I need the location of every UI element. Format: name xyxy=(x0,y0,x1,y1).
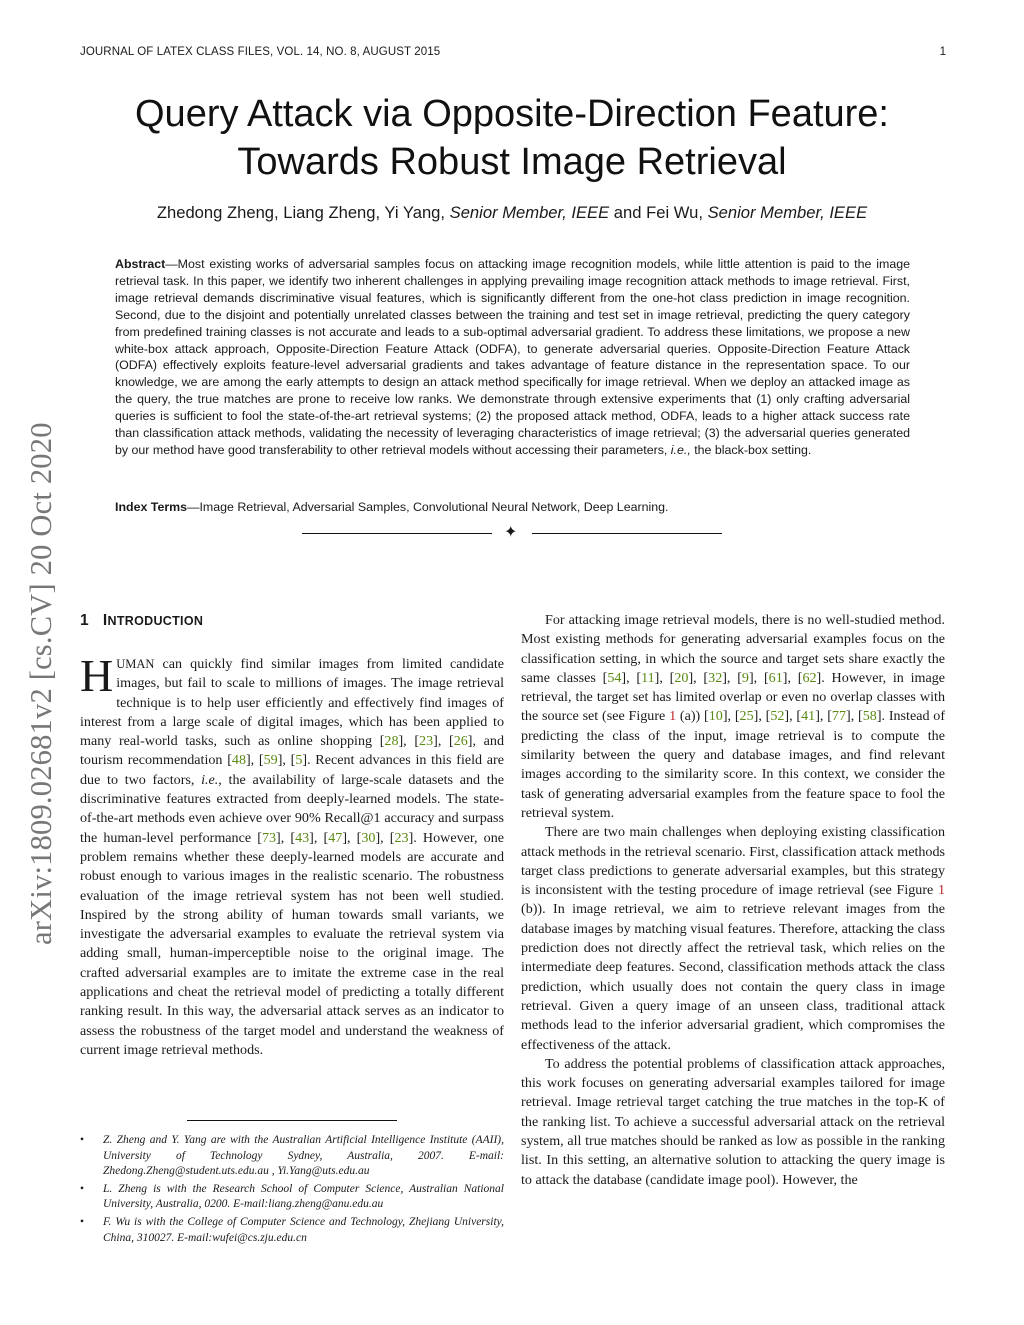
footnote-2 xyxy=(80,1182,504,1213)
text-run: For attacking image retrieval models, there is no well-studied method. Most existing methods for generating adversarial examples focus on the classification setting, in which the source and target sets share exactly the same classes [ xyxy=(521,612,945,686)
text-run: ], [ xyxy=(277,752,296,769)
text-run: ], [ xyxy=(342,829,362,846)
text-run: ], [ xyxy=(398,733,420,750)
text-run: ], [ xyxy=(753,708,771,725)
dropcap: H xyxy=(80,650,114,701)
authors-role-1: Senior Member, IEEE xyxy=(449,203,610,222)
citation-link[interactable]: 47 xyxy=(328,829,343,846)
text-run: ], [ xyxy=(815,708,832,725)
text-run: ]. However, one problem remains whether these deeply-learned models are accurate and robust enough to various images in the realistic scenario. The robustness evaluation of the image retrieval system has not been well studied. Inspired by the strong ability of human towards small variants, we investigate the adversarial examples to evaluate the retrieval system via adding small, human-imperceptible noise to the original image. The crafted adversarial examples are to imitate the extreme case in the real applications and cheat the retrieval model of predicting a totally different ranking result. In this way, the adversarial attack serves as an indicator to assess the robustness of the target model and understand the weakness of current image retrieval methods. xyxy=(80,829,505,1058)
section-heading xyxy=(80,612,203,630)
authors-role-2: Senior Member, IEEE xyxy=(707,203,868,222)
title-line-2: Towards Robust Image Retrieval xyxy=(237,141,787,183)
citation-link[interactable]: 62 xyxy=(802,669,817,686)
section-title-initial: I xyxy=(102,612,108,629)
citation-link[interactable]: 77 xyxy=(831,708,847,725)
abstract-text: —Most existing works of adversarial samples focus on attacking image recognition models, while little attention is paid to the image retrieval task. In this paper, we identify two inherent challenges in applying prevailing image recognition attack methods to image retrieval. First, image retrieval demands discriminative visual features, which is significantly different from the one-hot class prediction in image recognition. Second, due to the disjoint and potentially unrelated classes between the training and test set in image retrieval, predicting the query category from predefined training classes is not accurate and leads to a sub-optimal adversarial gradient. To address these limitations, we propose a new white-box attack approach, Opposite-Direction Feature Attack (ODFA), to generate adversarial queries. Opposite-Direction Feature Attack (ODFA) effectively exploits feature-level adversarial gradients and takes advantage of feature distance in the representation space. To our knowledge, we are among the early attempts to design an attack method specifically for image retrieval. When we deploy an attacked image as the query, the true matches are prone to receive low ranks. We demonstrate through extensive experiments that (1) only crafting adversarial queries is sufficient to fool the state-of-the-art retrieval systems; (2) the proposed attack method, ODFA, leads to a higher attack success rate than classification attack methods, validating the necessity of leveraging characteristics of image retrieval; (3) the adversarial queries generated by our method have good transferability to other retrieval models without accessing their parameters, xyxy=(115,257,910,457)
authors-part-2: and Fei Wu, xyxy=(609,203,708,222)
right-paragraph-1 xyxy=(521,611,945,823)
text-run: ], [ xyxy=(782,669,803,686)
footnote-rule xyxy=(187,1120,397,1121)
citation-link[interactable]: 5 xyxy=(295,752,303,769)
citation-link[interactable]: 23 xyxy=(394,829,409,846)
text-run: ], [ xyxy=(276,829,296,846)
footnote-text: F. Wu is with the College of Computer Science and Technology, Zhejiang University, China, 310027. E-mail:wufei@cs.zju.edu.cn xyxy=(103,1215,504,1244)
citation-link[interactable]: 73 xyxy=(261,829,277,846)
text-run: ]. However, in image retrieval, the target set has limited overlap or even no overlap classes with the source set (see Figure xyxy=(521,669,946,725)
right-paragraph-2 xyxy=(521,823,945,1055)
text-run: ], [ xyxy=(309,829,329,846)
abstract-tail: the black-box setting. xyxy=(690,442,812,457)
text-run: can quickly find similar images from limited candidate images, but fail to scale to millions of images. The image retrieval technique is to help user efficiently and effectively find images of interest from a large scale of digital images, which has been applied to many real-world tasks, such as online shopping [ xyxy=(80,656,504,750)
text-run: ], [ xyxy=(654,669,675,686)
bullet-icon: • xyxy=(80,1182,85,1195)
footnote-1 xyxy=(80,1133,504,1180)
text-run: There are two main challenges when deploying existing classification attack methods in the retrieval scenario. First, classification attack methods target class predictions to generate adversarial examples, but this strategy is inconsistent with the testing procedure of image retrieval (see Figure xyxy=(521,824,945,899)
citation-link[interactable]: 52 xyxy=(770,708,785,725)
footnote-text: Z. Zheng and Y. Yang are with the Australian Artificial Intelligence Institute (AAII), University of Technology Sydney, Australia, 2007. E-mail: Zhedong.Zheng@student.uts.edu.au , Yi.Yang@uts.edu.au xyxy=(103,1134,504,1178)
text-run: ], [ xyxy=(846,708,863,725)
divider-left xyxy=(302,533,492,534)
footnote-text: L. Zheng is with the Research School of Computer Science, Australian National University, Australia, 0200. E-mail:liang.zheng@anu.edu.au xyxy=(103,1182,504,1211)
text-run: ]. Instead of predicting the class of the input, image retrieval is to compute the similarity between the query and database images, and find relevant images according to the similarity score. In this context, we consider the task of generating adversarial examples from the feature space to fool the retrieval system. xyxy=(521,708,946,821)
text-run: ], [ xyxy=(375,829,395,846)
text-run: ], [ xyxy=(621,669,642,686)
text-run: i.e., xyxy=(201,771,222,788)
footnote-3 xyxy=(80,1215,504,1246)
abstract-ie: i.e., xyxy=(670,442,691,457)
running-header: JOURNAL OF LATEX CLASS FILES, VOL. 14, NO. 8, AUGUST 2015 xyxy=(80,46,441,58)
divider-diamond-icon: ✦ xyxy=(504,524,518,541)
page-number: 1 xyxy=(939,46,946,58)
lead-word: UMAN xyxy=(116,657,155,671)
right-column xyxy=(521,611,945,1190)
citation-link[interactable]: 58 xyxy=(862,708,877,725)
left-column xyxy=(80,650,505,1060)
text-run: ], and tourism recommendation [ xyxy=(80,733,505,769)
citation-link[interactable]: 10 xyxy=(708,708,723,725)
right-paragraph-3: To address the potential problems of classification attack approaches, this work focuses on generating adversarial examples tailored for image retrieval. Image retrieval target catching the true matches in the top-K of the ranking list. To achieve a successful adversarial attack on the retrieval system, all true matches should be ranked as low as possible in the ranking list. In this setting, an alternative solution to attacking the query image is to attack the database (candidate image pool). However, the xyxy=(521,1055,945,1188)
index-terms xyxy=(115,499,910,516)
citation-link[interactable]: 30 xyxy=(361,829,376,846)
citation-link[interactable]: 43 xyxy=(295,829,310,846)
abstract xyxy=(115,256,910,459)
citation-link[interactable]: 59 xyxy=(263,752,278,769)
citation-link[interactable]: 48 xyxy=(231,752,246,769)
section-title-rest: NTRODUCTION xyxy=(107,614,204,628)
citation-link[interactable]: 20 xyxy=(674,669,689,686)
footnotes xyxy=(80,1133,504,1248)
citation-link[interactable]: 28 xyxy=(384,733,399,750)
citation-link[interactable]: 61 xyxy=(768,669,783,686)
intro-paragraph-1 xyxy=(80,650,505,1060)
text-run: ], [ xyxy=(722,708,740,725)
authors-part-1: Zhedong Zheng, Liang Zheng, Yi Yang, xyxy=(156,203,450,222)
section-number: 1 xyxy=(80,612,89,629)
figure-link[interactable]: 1 xyxy=(669,708,677,725)
bullet-icon: • xyxy=(80,1215,85,1228)
divider-right xyxy=(532,533,722,534)
text-run: ], [ xyxy=(722,669,742,686)
citation-link[interactable]: 25 xyxy=(739,708,754,725)
figure-link[interactable]: 1 xyxy=(937,882,945,899)
text-run: (a)) [ xyxy=(676,708,709,725)
citation-link[interactable]: 41 xyxy=(801,708,816,725)
text-run: ], [ xyxy=(688,669,709,686)
text-run: the availability of large-scale datasets and the discriminative features extracted from deeply-learned models. The state-of-the-art methods even achieve over 90% Recall@1 accuracy and surpass the human-level performance [ xyxy=(80,771,504,846)
citation-link[interactable]: 54 xyxy=(607,669,622,686)
bullet-icon: • xyxy=(80,1134,85,1146)
text-run: (b)). In image retrieval, we aim to retrieve relevant images from the database images by matching visual features. Therefore, attacking the class prediction does not directly affect the retrieval task, which relies on the intermediate deep features. Second, classification methods attack the class prediction, which usually does not contain the query class in image retrieval. Given a query image of an unseen class, traditional attack methods lead to the inferior adversarial gradient, which compromises the effectiveness of the attack. xyxy=(521,901,945,1053)
text-run: ], [ xyxy=(784,708,802,725)
citation-link[interactable]: 26 xyxy=(453,733,468,750)
title-line-1: Query Attack via Opposite-Direction Feature: xyxy=(135,93,889,135)
citation-link[interactable]: 32 xyxy=(708,669,723,686)
citation-link[interactable]: 11 xyxy=(641,669,655,686)
abstract-label: Abstract xyxy=(115,257,166,271)
text-run: ]. Recent advances in this field are due to two factors, xyxy=(80,752,504,788)
author-list xyxy=(80,203,944,223)
citation-link[interactable]: 9 xyxy=(741,669,749,686)
citation-link[interactable]: 23 xyxy=(419,733,434,750)
index-terms-label: Index Terms xyxy=(115,500,188,514)
text-run: ], [ xyxy=(433,733,454,750)
text-run: ], [ xyxy=(245,752,264,769)
index-terms-text: —Image Retrieval, Adversarial Samples, Convolutional Neural Network, Deep Learning. xyxy=(187,500,669,514)
arxiv-stamp: arXiv:1809.02681v2 [cs.CV] 20 Oct 2020 xyxy=(24,422,58,945)
text-run: ], [ xyxy=(748,669,769,686)
paper-title xyxy=(80,90,944,186)
